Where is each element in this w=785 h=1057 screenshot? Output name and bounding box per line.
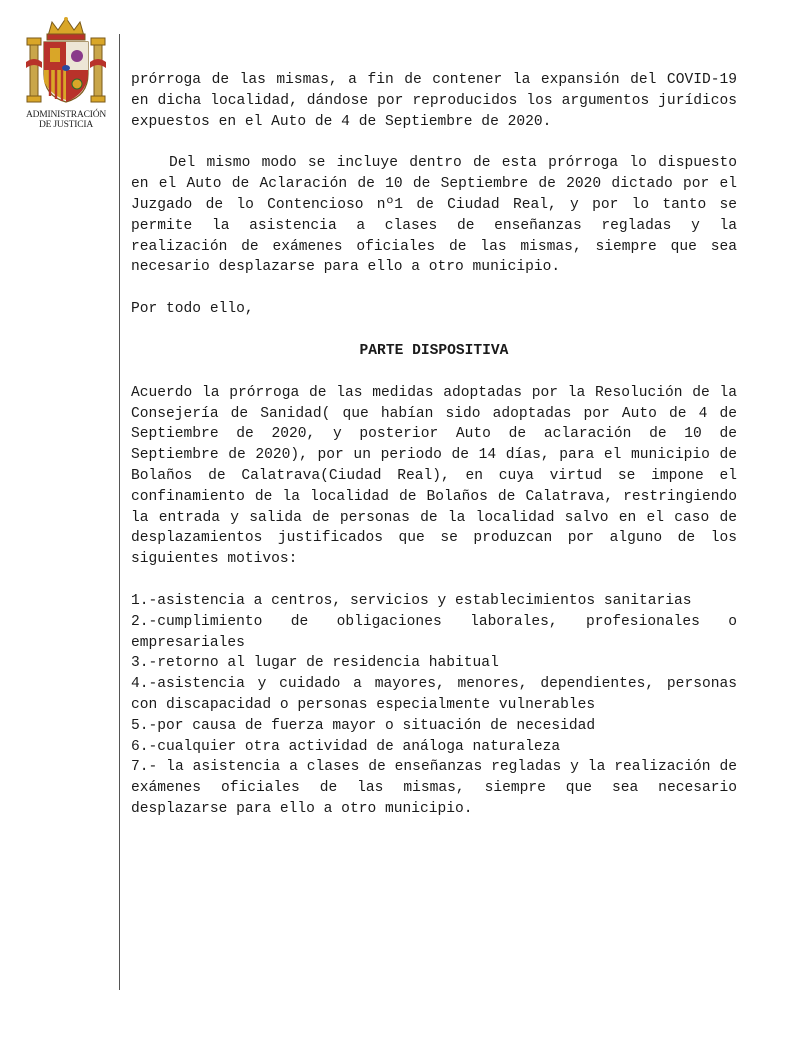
administracion-justicia-logo [18, 16, 114, 140]
paragraph-prorroga: prórroga de las mismas, a fin de contener la expansión del COVID-19 en dicha localidad, dándose por reproducidos los argumentos jurídicos expuestos en el Auto de 4 de Septiembre de 2020. [131, 72, 737, 130]
paragraph-aclaracion: Del mismo modo se incluye dentro de esta prórroga lo dispuesto en el Auto de Aclaración de 10 de Septiembre de 2020 dictado por el Juzgado de lo Contencioso nº1 de Ciudad Real, y por lo tanto se permite la asistencia a clases de enseñanzas regladas y la realización de exámenes oficiales de las mismas, siempre que sea necesario desplazarse para ello a otro municipio. [131, 155, 737, 276]
logo-text-line1: ADMINISTRACIÓN [25, 110, 107, 120]
list-item: 3.-retorno al lugar de residencia habitual [131, 655, 499, 672]
paragraph-por-todo-ello: Por todo ello, [131, 301, 254, 318]
motives-list [131, 591, 737, 820]
logo-text-line2: DE JUSTICIA [38, 120, 93, 130]
list-item: 6.-cualquier otra actividad de análoga naturaleza [131, 738, 561, 755]
list-item: 4.-asistencia y cuidado a mayores, menores, dependientes, personas con discapacidad o personas especialmente vulnerables [131, 676, 737, 713]
margin-rule [119, 34, 120, 990]
paragraph-acuerdo: Acuerdo la prórroga de las medidas adoptadas por la Resolución de la Consejería de Sanidad( que habían sido adoptadas por Auto de 4 de Septiembre de 2020, y posterior Auto de aclaración de 10 de Septiembre de 2020), por un periodo de 14 días, para el municipio de Bolaños de Calatrava(Ciudad Real), en cuya virtud se impone el confinamiento de la localidad de Bolaños de Calatrava, restringiendo la entrada y salida de personas de la localidad salvo en el caso de desplazamientos justificados que se produzcan por alguno de los siguientes motivos: [131, 384, 737, 568]
list-item: 7.- la asistencia a clases de enseñanzas regladas y la realización de exámenes oficiales de las mismas, siempre que sea necesario desplazarse para ello a otro municipio. [131, 759, 737, 817]
coat-of-arms-icon [24, 16, 108, 108]
list-item: 5.-por causa de fuerza mayor o situación de necesidad [131, 717, 596, 734]
document-body [131, 70, 737, 820]
list-item: 2.-cumplimiento de obligaciones laborales, profesionales o empresariales [131, 613, 737, 651]
section-heading: PARTE DISPOSITIVA [359, 342, 509, 359]
list-item: 1.-asistencia a centros, servicios y establecimientos sanitarias [131, 592, 692, 609]
